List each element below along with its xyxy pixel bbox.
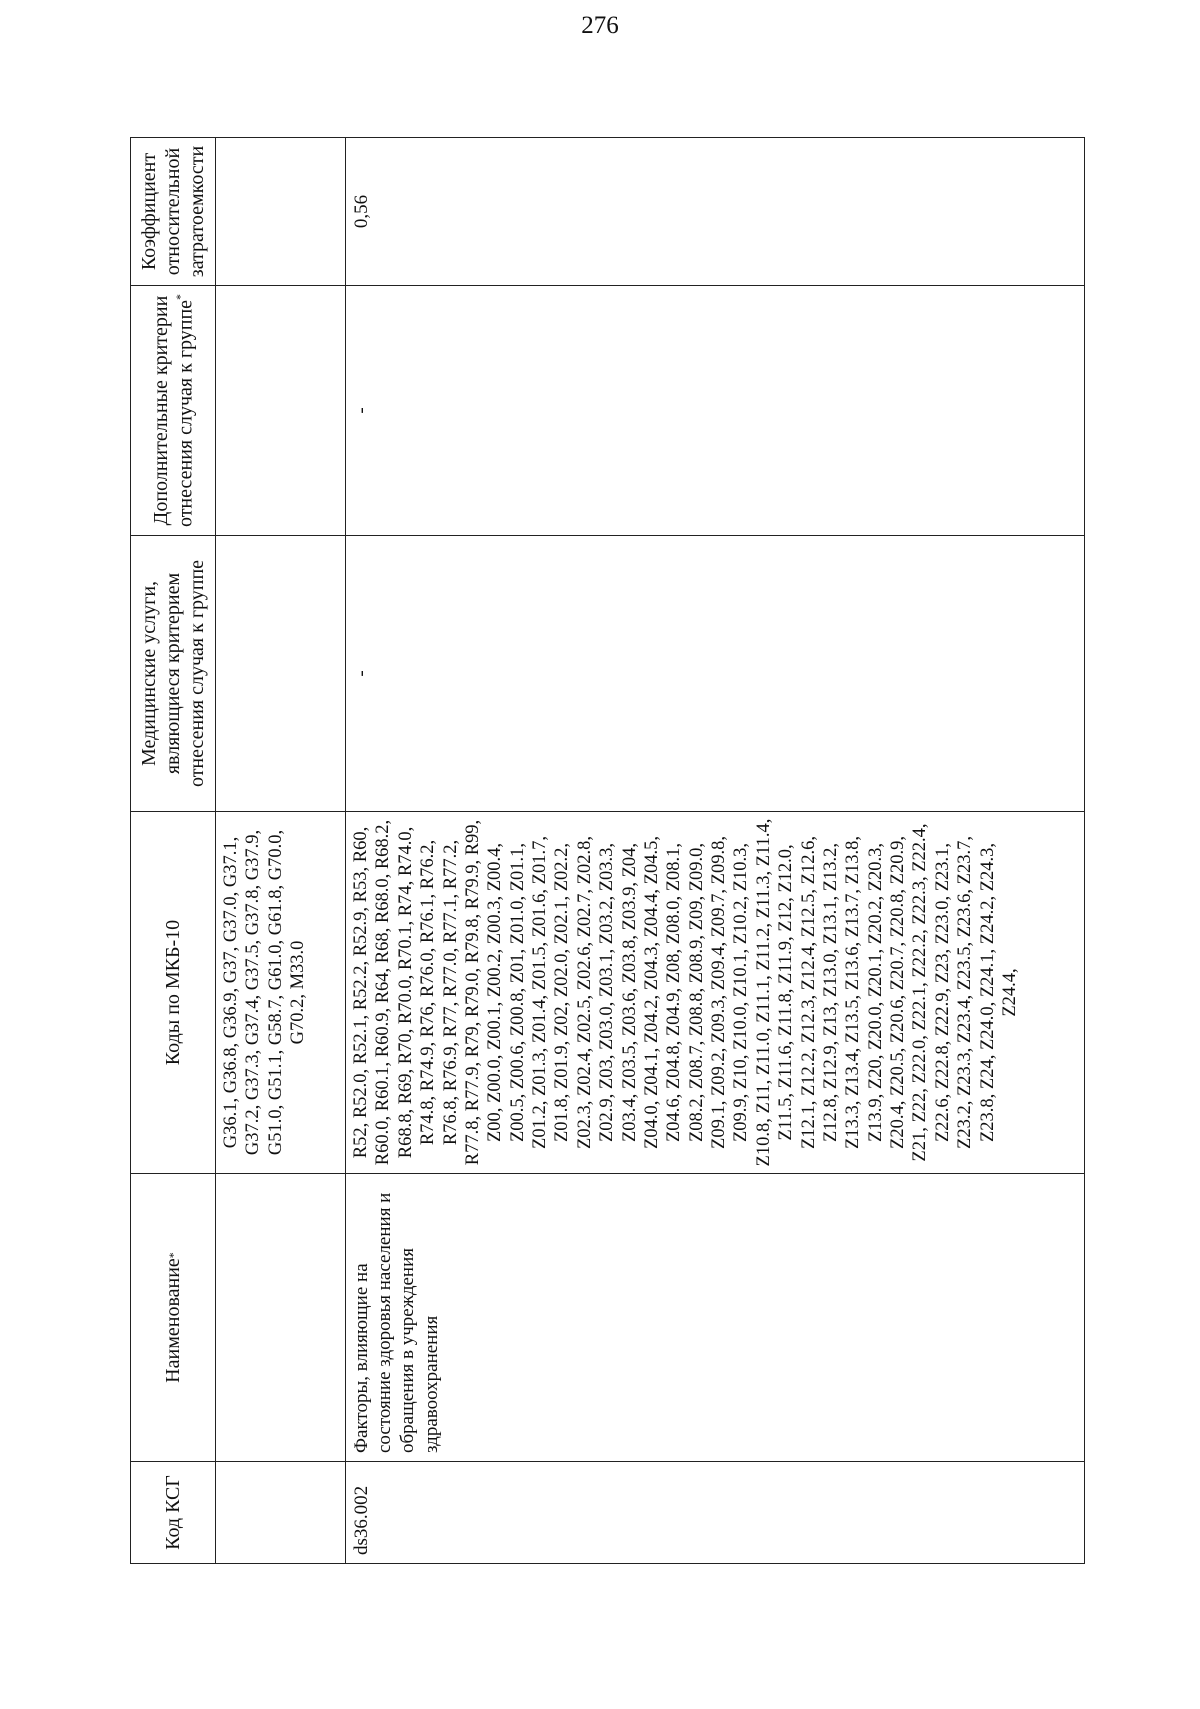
cell-coef [216, 138, 346, 286]
cell-services: - [346, 536, 1085, 812]
rotated-table-frame [130, 138, 1085, 1564]
cell-criteria [216, 286, 346, 536]
table-row [346, 138, 1085, 1564]
header-criteria: Дополнительные критерии отнесения случая к группе* [131, 286, 216, 536]
table-header-row [131, 138, 216, 1564]
cell-name [216, 1174, 346, 1462]
cell-criteria: - [346, 286, 1085, 536]
rotated-table-container [130, 138, 1085, 1564]
cell-name: Факторы, влияющие на состояние здоровья населения и обращения в учреждения здравоохранения [346, 1174, 1085, 1462]
header-name: Наименование * [131, 1174, 216, 1462]
table-row [216, 138, 346, 1564]
ksg-table [130, 137, 1085, 1564]
header-criteria-asterisk: * [172, 293, 187, 300]
cell-code: ds36.002 [346, 1462, 1085, 1564]
header-services: Медицинские услуги, являющиеся критерием отнесения случая к группе [131, 536, 216, 812]
cell-coef: 0,56 [346, 138, 1085, 286]
cell-services [216, 536, 346, 812]
header-coef: Коэффициент относительной затратоемкости [131, 138, 216, 286]
page-number: 276 [581, 12, 619, 39]
cell-icd: G36.1, G36.8, G36.9, G37, G37.0, G37.1, G37.2, G37.3, G37.4, G37.5, G37.8, G37.9, G51.0, G51.1, G58.7, G61.0, G61.8, G70.0, G70.2, M33.0 [216, 812, 346, 1174]
cell-code [216, 1462, 346, 1564]
cell-icd: R52, R52.0, R52.1, R52.2, R52.9, R53, R60, R60.0, R60.1, R60.9, R64, R68, R68.0, R68.2, R68.8, R69, R70, R70.0, R70.1, R74, R74.0, R74.8, R74.9, R76, R76.0, R76.1, R76.2, R76.8, R76.9, R77, R77.0, R77.1, R77.2, R77.8, R77.9, R79, R79.0, R79.8, R79.9, R99, Z00, Z00.0, Z00.1, Z00.2, Z00.3, Z00.4, Z00.5, Z00.6, Z00.8, Z01, Z01.0, Z01.1, Z01.2, Z01.3, Z01.4, Z01.5, Z01.6, Z01.7, Z01.8, Z01.9, Z02, Z02.0, Z02.1, Z02.2, Z02.3, Z02.4, Z02.5, Z02.6, Z02.7, Z02.8, Z02.9, Z03, Z03.0, Z03.1, Z03.2, Z03.3, Z03.4, Z03.5, Z03.6, Z03.8, Z03.9, Z04, Z04.0, Z04.1, Z04.2, Z04.3, Z04.4, Z04.5, Z04.6, Z04.8, Z04.9, Z08, Z08.0, Z08.1, Z08.2, Z08.7, Z08.8, Z08.9, Z09, Z09.0, Z09.1, Z09.2, Z09.3, Z09.4, Z09.7, Z09.8, Z09.9, Z10, Z10.0, Z10.1, Z10.2, Z10.3, Z10.8, Z11, Z11.0, Z11.1, Z11.2, Z11.3, Z11.4, Z11.5, Z11.6, Z11.8, Z11.9, Z12, Z12.0, Z12.1, Z12.2, Z12.3, Z12.4, Z12.5, Z12.6, Z12.8, Z12.9, Z13, Z13.0, Z13.1, Z13.2, Z13.3, Z13.4, Z13.5, Z13.6, Z13.7, Z13.8, Z13.9, Z20, Z20.0, Z20.1, Z20.2, Z20.3, Z20.4, Z20.5, Z20.6, Z20.7, Z20.8, Z20.9, Z21, Z22, Z22.0, Z22.1, Z22.2, Z22.3, Z22.4, Z22.6, Z22.8, Z22.9, Z23, Z23.0, Z23.1, Z23.2, Z23.3, Z23.4, Z23.5, Z23.6, Z23.7, Z23.8, Z24, Z24.0, Z24.1, Z24.2, Z24.3, Z24.4, [346, 812, 1085, 1174]
header-name-asterisk: * [165, 1252, 180, 1259]
header-code: Код КСГ [131, 1462, 216, 1564]
header-icd: Коды по МКБ-10 [131, 812, 216, 1174]
